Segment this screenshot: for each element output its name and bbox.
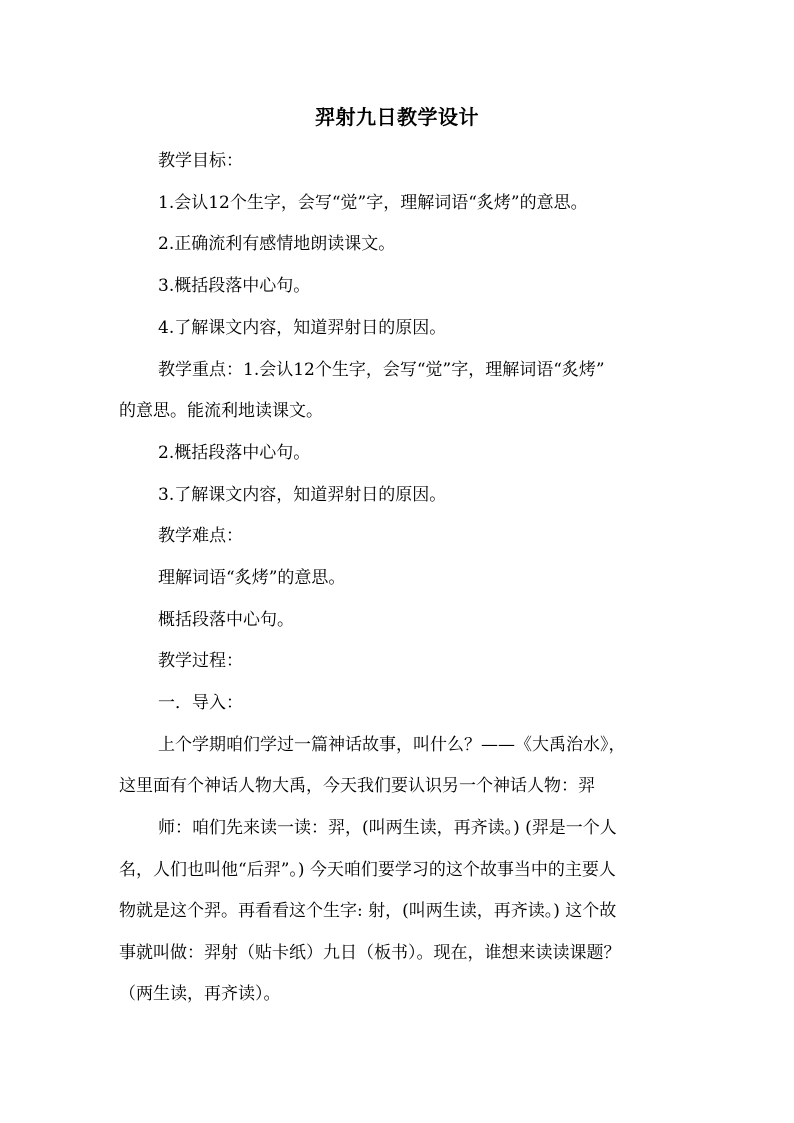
key-points-line-2: 的意思。能流利地读课文。 xyxy=(119,401,323,421)
objective-item-2: 2.正确流利有感情地朗读课文。 xyxy=(158,234,396,254)
objective-item-1: 1.会认12个生字，会写“觉”字，理解词语“炙烤”的意思。 xyxy=(158,193,588,213)
subsection-heading-intro: 一．导入： xyxy=(158,693,243,713)
paragraph-teacher-line-5: （两生读，再齐读）。 xyxy=(119,984,281,1004)
section-heading-difficulties: 教学难点： xyxy=(158,526,243,546)
paragraph-teacher-line-3: 物就是这个羿。再看看这个生字: 射，(叫两生读，再齐读。) 这个故 xyxy=(119,901,617,921)
paragraph-teacher-line-2: 名，人们也叫他“后羿”。) 今天咱们要学习的这个故事当中的主要人 xyxy=(119,860,616,880)
paragraph-teacher-line-1: 师：咱们先来读一读：羿，(叫两生读，再齐读。) (羿是一个人 xyxy=(158,818,617,838)
paragraph-teacher-line-4: 事就叫做：羿射（贴卡纸）九日（板书）。现在，谁想来读读课题？ xyxy=(119,943,621,963)
key-point-item-3: 3.了解课文内容，知道羿射日的原因。 xyxy=(158,485,447,505)
document-title: 羿射九日教学设计 xyxy=(315,105,479,129)
key-points-line-1: 教学重点：1.会认12个生字，会写“觉”字，理解词语“炙烤” xyxy=(158,360,605,380)
key-point-item-2: 2.概括段落中心句。 xyxy=(158,443,311,463)
difficulty-item-2: 概括段落中心句。 xyxy=(158,610,294,630)
objective-item-3: 3.概括段落中心句。 xyxy=(158,276,311,296)
objective-item-4: 4.了解课文内容，知道羿射日的原因。 xyxy=(158,318,447,338)
section-heading-objectives: 教学目标： xyxy=(158,151,243,171)
paragraph-intro-line-2: 这里面有个神话人物大禹，今天我们要认识另一个神话人物：羿 xyxy=(119,776,595,796)
section-heading-process: 教学过程： xyxy=(158,651,243,671)
paragraph-intro-line-1: 上个学期咱们学过一篇神话故事，叫什么？——《大禹治水》， xyxy=(158,735,626,755)
difficulty-item-1: 理解词语“炙烤”的意思。 xyxy=(158,568,346,588)
